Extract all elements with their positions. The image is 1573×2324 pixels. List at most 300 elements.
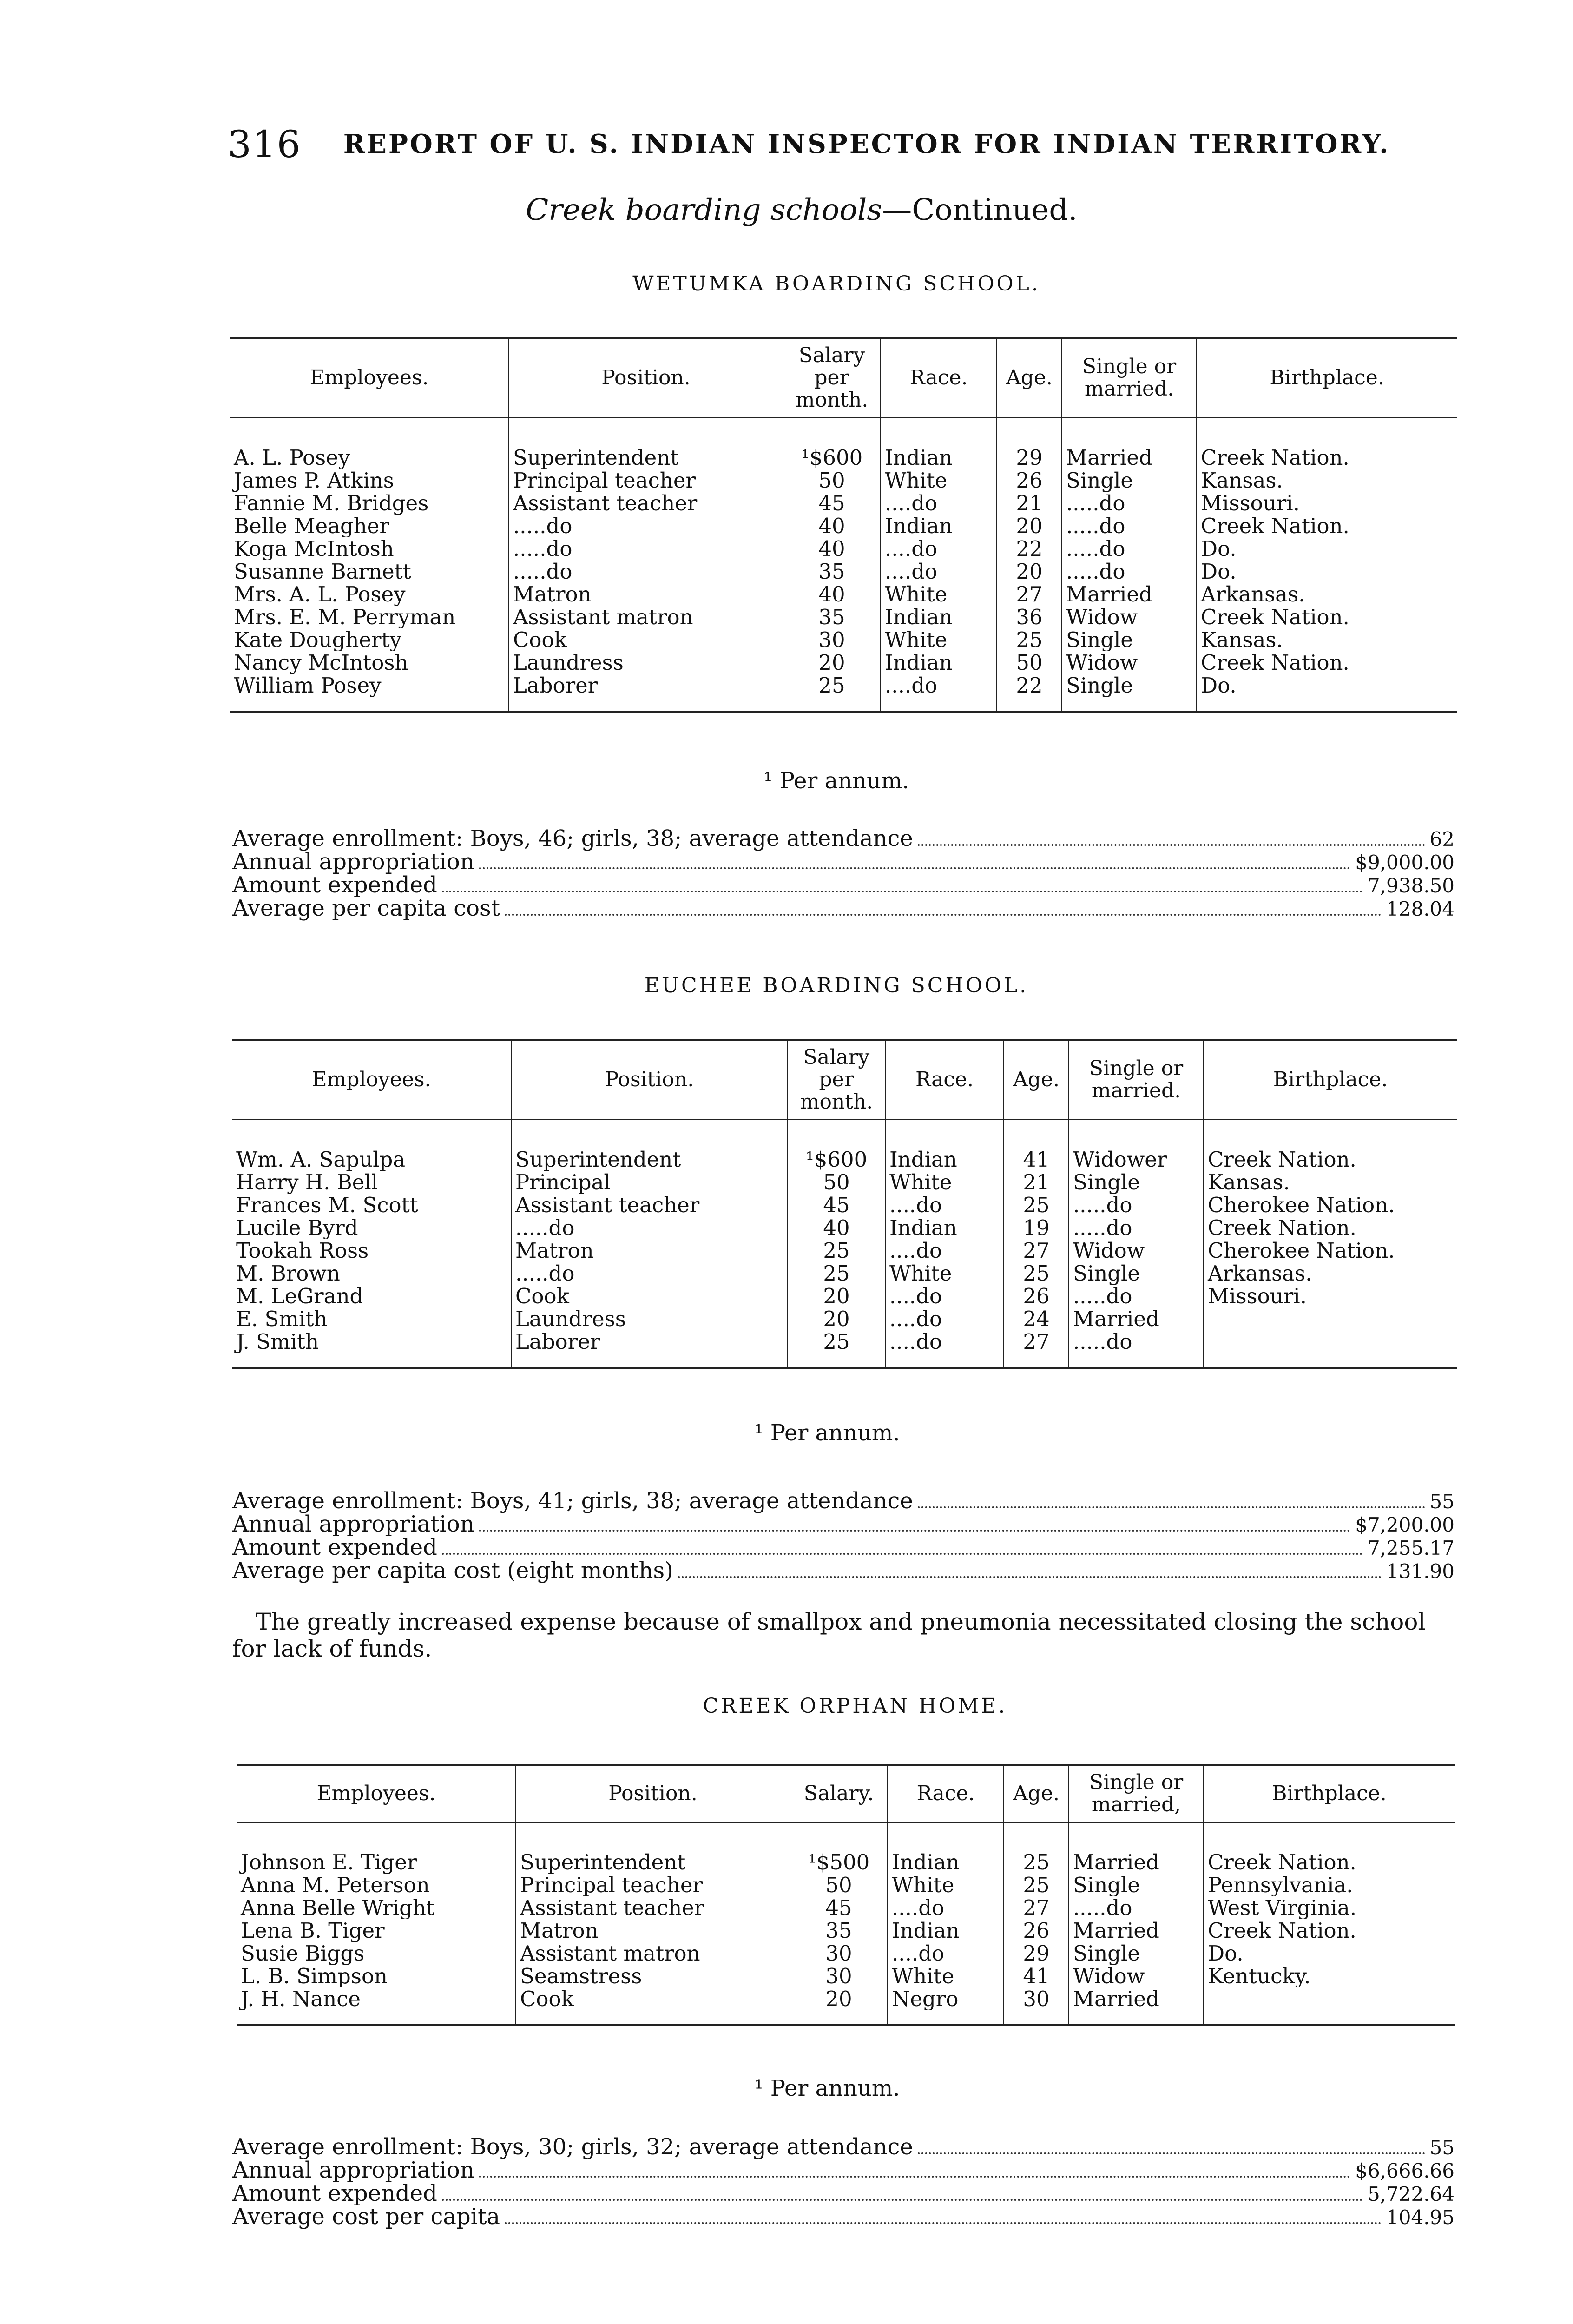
orphan-summary — [232, 2136, 1455, 2229]
cell-birthplace: Creek Nation. — [1197, 606, 1457, 628]
summary-value: $9,000.00 — [1355, 851, 1455, 874]
cell-marital-status: Widow — [1062, 651, 1197, 674]
summary-row — [232, 897, 1455, 920]
cell-race: Negro — [888, 1987, 1004, 2010]
orphan-table — [237, 1764, 1455, 2026]
cell-birthplace — [1204, 1307, 1457, 1330]
column-header-position: Position. — [511, 1040, 788, 1120]
table-row — [230, 515, 1457, 537]
cell-employee: Susie Biggs — [241, 1942, 365, 1965]
cell-salary: 40 — [788, 1216, 885, 1239]
cell-marital-status: Married — [1069, 1987, 1204, 2010]
cell-salary: ¹$600 — [783, 446, 881, 469]
leader-dots — [918, 2152, 1425, 2154]
summary-value: 55 — [1429, 1490, 1455, 1513]
cell-marital-status: .....do — [1069, 1194, 1204, 1216]
cell-birthplace: Missouri. — [1197, 492, 1457, 515]
cell-salary: 30 — [790, 1942, 888, 1965]
summary-label: Amount expended — [232, 2180, 437, 2206]
cell-birthplace: Kansas. — [1197, 628, 1457, 651]
cell-position: .....do — [509, 515, 783, 537]
cell-race: White — [888, 1965, 1004, 1987]
column-header-marital-status: Single or married, — [1069, 1765, 1204, 1822]
spacer-row — [232, 1353, 1457, 1368]
spacer-row — [230, 697, 1457, 712]
cell-marital-status: Single — [1069, 1171, 1204, 1194]
cell-race: White — [881, 628, 997, 651]
table-row — [230, 492, 1457, 515]
leader-dots — [479, 867, 1351, 869]
cell-age: 27 — [1004, 1239, 1069, 1262]
page-number: 316 — [228, 122, 302, 166]
summary-label: Annual appropriation — [232, 2157, 474, 2183]
subtitle-italic: Creek boarding schools — [526, 193, 882, 227]
cell-salary: 40 — [783, 515, 881, 537]
summary-label: Annual appropriation — [232, 849, 474, 875]
cell-marital-status: Widow — [1069, 1239, 1204, 1262]
cell-birthplace — [1204, 1330, 1457, 1353]
column-header-employee: Employees. — [230, 338, 509, 418]
cell-age: 27 — [997, 583, 1062, 606]
cell-employee: Anna M. Peterson — [241, 1874, 430, 1896]
spacer-row — [230, 418, 1457, 447]
leader-dots — [918, 1506, 1425, 1508]
leader-dots — [505, 2222, 1382, 2224]
cell-position: Seamstress — [516, 1965, 790, 1987]
cell-age: 20 — [997, 560, 1062, 583]
cell-position: Cook — [509, 628, 783, 651]
cell-salary: 20 — [788, 1285, 885, 1307]
cell-race: White — [881, 583, 997, 606]
cell-race: Indian — [881, 651, 997, 674]
cell-salary: 30 — [783, 628, 881, 651]
spacer-row — [232, 1120, 1457, 1149]
cell-race: Indian — [885, 1148, 1004, 1171]
cell-salary: ¹$500 — [790, 1851, 888, 1874]
cell-salary: 20 — [783, 651, 881, 674]
cell-marital-status: Married — [1069, 1307, 1204, 1330]
summary-value: $6,666.66 — [1355, 2159, 1455, 2182]
cell-age: 25 — [1004, 1262, 1069, 1285]
cell-salary: 50 — [783, 469, 881, 492]
column-header-age: Age. — [1004, 1040, 1069, 1120]
cell-salary: 40 — [783, 583, 881, 606]
column-header-birthplace: Birthplace. — [1204, 1765, 1455, 1822]
spacer-row — [237, 2010, 1455, 2025]
leader-dots — [442, 2199, 1363, 2201]
cell-employee: Belle Meagher — [234, 515, 389, 537]
leader-dots — [479, 1530, 1351, 1532]
table-row — [230, 583, 1457, 606]
cell-marital-status: Married — [1062, 446, 1197, 469]
cell-age: 20 — [997, 515, 1062, 537]
cell-age: 22 — [997, 674, 1062, 697]
table-row — [232, 1262, 1457, 1285]
column-header-employee: Employees. — [232, 1040, 511, 1120]
cell-birthplace: Missouri. — [1204, 1285, 1457, 1307]
cell-age: 36 — [997, 606, 1062, 628]
summary-label: Average enrollment: Boys, 46; girls, 38; average attendance — [232, 825, 913, 852]
table-row — [230, 446, 1457, 469]
cell-age: 27 — [1004, 1896, 1069, 1919]
cell-position: Laundress — [511, 1307, 788, 1330]
summary-value: 7,255.17 — [1367, 1537, 1455, 1559]
cell-salary: 20 — [790, 1987, 888, 2010]
cell-salary: ¹$600 — [788, 1148, 885, 1171]
cell-employee: A. L. Posey — [234, 446, 350, 469]
cell-age: 30 — [1004, 1987, 1069, 2010]
cell-position: Assistant matron — [509, 606, 783, 628]
column-header-position: Position. — [516, 1765, 790, 1822]
cell-marital-status: Married — [1062, 583, 1197, 606]
cell-salary: 45 — [790, 1896, 888, 1919]
cell-employee: Fannie M. Bridges — [234, 492, 429, 515]
cell-marital-status: .....do — [1062, 492, 1197, 515]
cell-position: .....do — [509, 560, 783, 583]
table-row — [237, 1851, 1455, 1874]
cell-race: Indian — [881, 446, 997, 469]
summary-value: 5,722.64 — [1367, 2183, 1455, 2205]
cell-marital-status: Single — [1069, 1942, 1204, 1965]
cell-position: Superintendent — [516, 1851, 790, 1874]
cell-birthplace: Do. — [1197, 674, 1457, 697]
cell-age: 29 — [1004, 1942, 1069, 1965]
cell-salary: 50 — [790, 1874, 888, 1896]
table-row — [232, 1285, 1457, 1307]
cell-salary: 35 — [783, 560, 881, 583]
cell-position: Laborer — [511, 1330, 788, 1353]
cell-marital-status: .....do — [1069, 1896, 1204, 1919]
cell-employee: Tookah Ross — [236, 1239, 369, 1262]
cell-race: Indian — [881, 606, 997, 628]
cell-salary: 40 — [783, 537, 881, 560]
cell-salary: 45 — [788, 1194, 885, 1216]
cell-age: 41 — [1004, 1965, 1069, 1987]
column-header-age: Age. — [997, 338, 1062, 418]
summary-row — [232, 2182, 1455, 2205]
cell-employee: Johnson E. Tiger — [241, 1851, 417, 1874]
cell-employee: M. Brown — [236, 1262, 340, 1285]
cell-age: 21 — [1004, 1171, 1069, 1194]
column-header-birthplace: Birthplace. — [1197, 338, 1457, 418]
cell-race: ....do — [885, 1285, 1004, 1307]
cell-salary: 25 — [783, 674, 881, 697]
cell-age: 22 — [997, 537, 1062, 560]
summary-value: 104.95 — [1386, 2206, 1455, 2229]
leader-dots — [442, 891, 1363, 892]
cell-employee: L. B. Simpson — [241, 1965, 388, 1987]
cell-marital-status: Single — [1062, 628, 1197, 651]
page-header — [228, 119, 1455, 170]
cell-birthplace: Cherokee Nation. — [1204, 1239, 1457, 1262]
summary-label: Amount expended — [232, 1534, 437, 1560]
cell-birthplace: Kentucky. — [1204, 1965, 1455, 1987]
cell-salary: 50 — [788, 1171, 885, 1194]
summary-label: Average per capita cost (eight months) — [232, 1558, 673, 1584]
cell-age: 25 — [1004, 1194, 1069, 1216]
cell-birthplace: Do. — [1204, 1942, 1455, 1965]
cell-marital-status: .....do — [1062, 515, 1197, 537]
table-row — [232, 1239, 1457, 1262]
cell-birthplace: Do. — [1197, 560, 1457, 583]
summary-value: 7,938.50 — [1367, 874, 1455, 897]
cell-position: Superintendent — [509, 446, 783, 469]
summary-row — [232, 827, 1455, 851]
cell-marital-status: .....do — [1069, 1285, 1204, 1307]
cell-position: Principal teacher — [509, 469, 783, 492]
summary-value: 128.04 — [1386, 898, 1455, 920]
leader-dots — [918, 844, 1425, 846]
cell-employee: Lucile Byrd — [236, 1216, 358, 1239]
cell-employee: J. Smith — [236, 1330, 319, 1353]
cell-employee: Susanne Barnett — [234, 560, 411, 583]
cell-salary: 30 — [790, 1965, 888, 1987]
orphan-title: CREEK ORPHAN HOME. — [703, 1694, 1007, 1718]
euchee-table — [232, 1039, 1457, 1369]
cell-race: White — [885, 1262, 1004, 1285]
euchee-note: The greatly increased expense because of smallpox and pneumonia necessitated closing the school for lack of funds. — [232, 1608, 1426, 1662]
page-subtitle — [511, 193, 1092, 227]
summary-label: Average enrollment: Boys, 30; girls, 32; average attendance — [232, 2134, 913, 2160]
leader-dots — [505, 914, 1382, 916]
cell-birthplace: Creek Nation. — [1204, 1148, 1457, 1171]
table-row — [237, 1942, 1455, 1965]
column-header-position: Position. — [509, 338, 783, 418]
table-row — [237, 1987, 1455, 2010]
summary-label: Average cost per capita — [232, 2204, 500, 2230]
table-row — [230, 537, 1457, 560]
euchee-footnote: ¹ Per annum. — [754, 1420, 900, 1446]
orphan-footnote: ¹ Per annum. — [754, 2075, 900, 2101]
table-row — [232, 1171, 1457, 1194]
table-row — [230, 674, 1457, 697]
cell-birthplace: Pennsylvania. — [1204, 1874, 1455, 1896]
cell-birthplace: Kansas. — [1197, 469, 1457, 492]
cell-age: 19 — [1004, 1216, 1069, 1239]
cell-position: Cook — [511, 1285, 788, 1307]
cell-marital-status: .....do — [1069, 1330, 1204, 1353]
summary-row — [232, 1559, 1455, 1583]
cell-position: Matron — [509, 583, 783, 606]
cell-employee: Lena B. Tiger — [241, 1919, 385, 1942]
table-row — [232, 1148, 1457, 1171]
leader-dots — [479, 2176, 1351, 2178]
cell-position: Principal teacher — [516, 1874, 790, 1896]
table-row — [230, 469, 1457, 492]
column-header-race: Race. — [888, 1765, 1004, 1822]
cell-age: 25 — [997, 628, 1062, 651]
cell-birthplace: West Virginia. — [1204, 1896, 1455, 1919]
cell-employee: Mrs. A. L. Posey — [234, 583, 406, 606]
column-header-salary: Salary per month. — [788, 1040, 885, 1120]
cell-marital-status: Single — [1062, 674, 1197, 697]
cell-race: ....do — [881, 674, 997, 697]
cell-position: Laundress — [509, 651, 783, 674]
summary-label: Average enrollment: Boys, 41; girls, 38; average attendance — [232, 1488, 913, 1514]
cell-employee: Wm. A. Sapulpa — [236, 1148, 406, 1171]
cell-age: 21 — [997, 492, 1062, 515]
cell-position: Matron — [516, 1919, 790, 1942]
summary-row — [232, 2136, 1455, 2159]
cell-birthplace: Cherokee Nation. — [1204, 1194, 1457, 1216]
cell-employee: M. LeGrand — [236, 1285, 363, 1307]
column-header-salary: Salary per month. — [783, 338, 881, 418]
cell-position: Cook — [516, 1987, 790, 2010]
cell-marital-status: Widow — [1062, 606, 1197, 628]
column-header-marital-status: Single or married. — [1069, 1040, 1204, 1120]
table-row — [230, 628, 1457, 651]
summary-row — [232, 874, 1455, 897]
table-row — [230, 651, 1457, 674]
summary-row — [232, 851, 1455, 874]
summary-value: 131.90 — [1386, 1560, 1455, 1583]
table-row — [237, 1874, 1455, 1896]
column-header-race: Race. — [881, 338, 997, 418]
summary-row — [232, 1513, 1455, 1536]
cell-position: Assistant teacher — [509, 492, 783, 515]
wetumka-footnote: ¹ Per annum. — [763, 768, 909, 794]
summary-row — [232, 1536, 1455, 1559]
column-header-birthplace: Birthplace. — [1204, 1040, 1457, 1120]
cell-marital-status: .....do — [1062, 537, 1197, 560]
cell-race: ....do — [885, 1307, 1004, 1330]
cell-employee: James P. Atkins — [234, 469, 394, 492]
summary-label: Amount expended — [232, 872, 437, 898]
cell-position: Assistant teacher — [511, 1194, 788, 1216]
table-row — [237, 1919, 1455, 1942]
spacer-row — [237, 1822, 1455, 1851]
summary-value: $7,200.00 — [1355, 1513, 1455, 1536]
column-header-age: Age. — [1004, 1765, 1069, 1822]
cell-position: .....do — [511, 1262, 788, 1285]
cell-race: White — [885, 1171, 1004, 1194]
table-row — [232, 1330, 1457, 1353]
cell-salary: 35 — [783, 606, 881, 628]
table-row — [232, 1216, 1457, 1239]
cell-race: ....do — [885, 1330, 1004, 1353]
cell-employee: Harry H. Bell — [236, 1171, 378, 1194]
cell-race: ....do — [885, 1239, 1004, 1262]
wetumka-summary — [232, 827, 1455, 920]
cell-position: Superintendent — [511, 1148, 788, 1171]
cell-birthplace: Arkansas. — [1197, 583, 1457, 606]
euchee-summary — [232, 1490, 1455, 1583]
cell-age: 41 — [1004, 1148, 1069, 1171]
cell-marital-status: Single — [1069, 1874, 1204, 1896]
cell-birthplace: Creek Nation. — [1197, 446, 1457, 469]
summary-label: Annual appropriation — [232, 1511, 474, 1537]
column-header-race: Race. — [885, 1040, 1004, 1120]
cell-position: .....do — [511, 1216, 788, 1239]
column-header-marital-status: Single or married. — [1062, 338, 1197, 418]
column-header-employee: Employees. — [237, 1765, 516, 1822]
cell-salary: 35 — [790, 1919, 888, 1942]
summary-value: 62 — [1429, 828, 1455, 851]
cell-marital-status: Widower — [1069, 1148, 1204, 1171]
cell-marital-status: Married — [1069, 1919, 1204, 1942]
cell-age: 25 — [1004, 1851, 1069, 1874]
wetumka-header-row — [230, 338, 1457, 418]
cell-race: Indian — [881, 515, 997, 537]
cell-race: White — [888, 1874, 1004, 1896]
cell-employee: Frances M. Scott — [236, 1194, 418, 1216]
cell-employee: William Posey — [234, 674, 382, 697]
cell-position: Assistant teacher — [516, 1896, 790, 1919]
cell-age: 25 — [1004, 1874, 1069, 1896]
cell-marital-status: .....do — [1062, 560, 1197, 583]
table-row — [237, 1965, 1455, 1987]
cell-race: ....do — [888, 1896, 1004, 1919]
cell-salary: 25 — [788, 1262, 885, 1285]
cell-salary: 45 — [783, 492, 881, 515]
cell-birthplace: Creek Nation. — [1204, 1851, 1455, 1874]
cell-position: .....do — [509, 537, 783, 560]
cell-employee: J. H. Nance — [241, 1987, 361, 2010]
cell-marital-status: Widow — [1069, 1965, 1204, 1987]
leader-dots — [442, 1553, 1363, 1555]
summary-row — [232, 2159, 1455, 2182]
cell-age: 24 — [1004, 1307, 1069, 1330]
cell-age: 26 — [997, 469, 1062, 492]
cell-race: Indian — [885, 1216, 1004, 1239]
running-title: REPORT OF U. S. INDIAN INSPECTOR FOR INDIAN TERRITORY. — [343, 129, 1390, 159]
cell-position: Matron — [511, 1239, 788, 1262]
leader-dots — [678, 1576, 1382, 1578]
cell-employee: Kate Dougherty — [234, 628, 402, 651]
cell-position: Assistant matron — [516, 1942, 790, 1965]
table-row — [230, 560, 1457, 583]
cell-marital-status: Single — [1069, 1262, 1204, 1285]
cell-employee: Nancy McIntosh — [234, 651, 408, 674]
cell-employee: Koga McIntosh — [234, 537, 394, 560]
cell-race: ....do — [881, 492, 997, 515]
summary-value: 55 — [1429, 2136, 1455, 2159]
wetumka-title: WETUMKA BOARDING SCHOOL. — [632, 272, 1040, 296]
cell-race: White — [881, 469, 997, 492]
cell-age: 50 — [997, 651, 1062, 674]
cell-salary: 25 — [788, 1330, 885, 1353]
cell-birthplace: Creek Nation. — [1197, 651, 1457, 674]
subtitle-rest: —Continued. — [882, 193, 1078, 227]
cell-marital-status: Married — [1069, 1851, 1204, 1874]
summary-row — [232, 1490, 1455, 1513]
cell-salary: 20 — [788, 1307, 885, 1330]
cell-birthplace: Kansas. — [1204, 1171, 1457, 1194]
table-row — [237, 1896, 1455, 1919]
orphan-header-row — [237, 1765, 1455, 1822]
euchee-header-row — [232, 1040, 1457, 1120]
column-header-salary: Salary. — [790, 1765, 888, 1822]
cell-salary: 25 — [788, 1239, 885, 1262]
table-row — [230, 606, 1457, 628]
cell-marital-status: .....do — [1069, 1216, 1204, 1239]
cell-position: Laborer — [509, 674, 783, 697]
cell-marital-status: Single — [1062, 469, 1197, 492]
cell-age: 26 — [1004, 1285, 1069, 1307]
cell-birthplace: Do. — [1197, 537, 1457, 560]
cell-race: ....do — [881, 537, 997, 560]
cell-birthplace: Creek Nation. — [1204, 1919, 1455, 1942]
wetumka-table — [230, 337, 1457, 713]
table-row — [232, 1194, 1457, 1216]
cell-birthplace: Creek Nation. — [1197, 515, 1457, 537]
cell-birthplace: Arkansas. — [1204, 1262, 1457, 1285]
cell-age: 29 — [997, 446, 1062, 469]
cell-birthplace — [1204, 1987, 1455, 2010]
cell-position: Principal — [511, 1171, 788, 1194]
cell-age: 26 — [1004, 1919, 1069, 1942]
cell-employee: E. Smith — [236, 1307, 328, 1330]
